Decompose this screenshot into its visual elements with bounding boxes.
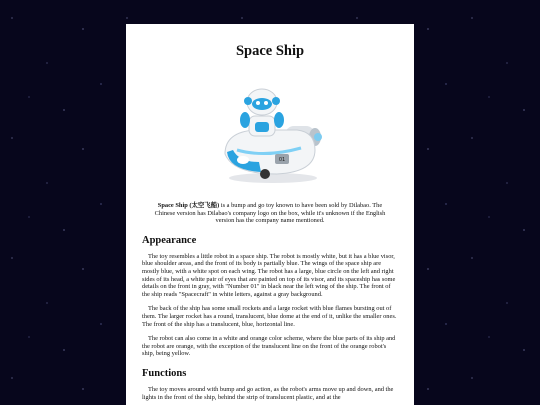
- svg-text:01: 01: [278, 157, 286, 163]
- appearance-paragraph: The back of the ship has some small rockets and a large rocket with blue flames bursting out of them. The larger rocket has a round, translucent, blue dome at the end of it, unlike the smaller ones. The front of the ship has a translucent, blue, horizontal line.: [142, 305, 397, 328]
- intro-paragraph: [148, 202, 392, 225]
- appearance-paragraph: The robot can also come in a white and orange color scheme, where the blue parts of its ship and the robot are orange, with the exception of the translucent line on the front of the orange robot's ship, being yellow.: [142, 335, 396, 358]
- intro-text: is a bump and go toy known to have been sold by Dilabao. The Chinese version has Dilabao's company logo on the box, while it's unknown if the English version has the company name mentioned.: [154, 202, 386, 225]
- article-page: [126, 24, 414, 405]
- functions-paragraph: The toy moves around with bump and go action, as the robot's arms move up and down, and the lights in the front of the ship, behind the strip of translucent plastic, and at the: [142, 385, 394, 401]
- space-ship-toy-image: [215, 80, 325, 190]
- intro-toy-name: Space Ship: [157, 202, 188, 209]
- section-heading-appearance: Appearance: [142, 234, 197, 246]
- appearance-paragraph: The toy resembles a little robot in a space ship. The robot is mostly white, but it has a blue visor, blue shoulder areas, and the front of its body is partially blue. The wings of the space ship are mostly blue, with a white spot on each wing. The robot has a large, blue circle on the left and right sides of its head, a white pair of eyes that are painted on top of its visor, and its spaceship has some details on the front in gray, with "Number 01" in black near the left wing of the ship. The front of the ship reads "Spacecraft" in white letters, against a gray background.: [142, 252, 396, 298]
- page-title: Space Ship: [235, 43, 305, 59]
- intro-chinese-name: (太空飞船): [189, 202, 220, 209]
- section-heading-functions: Functions: [142, 367, 187, 379]
